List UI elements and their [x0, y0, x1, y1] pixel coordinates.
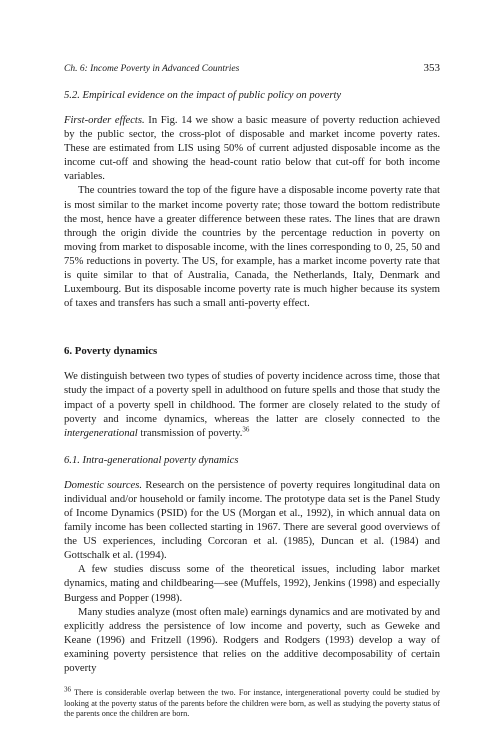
paragraph-first-order-effects	[64, 114, 440, 184]
paragraph-text: We distinguish between two types of studies of poverty incidence across time, those that study the impact of a poverty spell in adulthood on future spells and those that study the impact of a poverty spell in childhood. The former are closely related to the study of poverty and income dynamics, whereas the latter are closely connected to the	[64, 371, 440, 425]
paragraph-text: Research on the persistence of poverty requires longitudinal data on individual and/or household or family income. The prototype data set is the Panel Study of Income Dynamics (PSID) for the US (Morgan et al., 1992), in which annual data on family income has been collected starting in 1967. There are several good overviews of the US experiences, including Corcoran et al. (1985), Duncan et al. (1984) and Gottschalk et al. (1994).	[64, 479, 440, 562]
paragraph-countries: The countries toward the top of the figure have a disposable income poverty rate that is most similar to the market income poverty rate; those toward the bottom redistribute the most, hence have a greater difference between these rates. The lines that are drawn through the origin divide the countries by the percentage reduction in poverty on moving from market to disposable income, with the lines corresponding to 0, 25, 50 and 75% reductions in poverty. The US, for example, has a market income poverty rate that is quite similar to that of Australia, Canada, the Netherlands, Italy, Denmark and Luxembourg. But its disposable income poverty rate is much higher because its system of taxes and transfers has such a small anti-poverty effect.	[64, 185, 440, 310]
runin-heading: Domestic sources.	[64, 479, 143, 491]
chapter-title: Ch. 6: Income Poverty in Advanced Countries	[64, 64, 240, 74]
footnote	[64, 685, 440, 719]
paragraph-text: transmission of poverty.	[137, 427, 243, 439]
paragraph-earnings-dynamics: Many studies analyze (most often male) earnings dynamics and are motivated by and explicitly address the persistence of low income and poverty, such as Geweke and Keane (1996) and Fritzell (1996). Rodgers and Rodgers (1993) develop a way of examining poverty persistence that relies on the additive decomposability of certain poverty	[64, 606, 440, 674]
section-heading-6: 6. Poverty dynamics	[64, 345, 158, 358]
footnote-reference[interactable]: 36	[242, 425, 250, 434]
emphasis-text: intergenerational	[64, 427, 138, 439]
footnote-number: 36	[64, 685, 71, 694]
running-header	[64, 62, 440, 74]
footnote-text: There is considerable overlap between the two. For instance, intergenerational poverty could be studied by looking at the poverty status of the parents before the children were born, as well as studying the poverty status of the parents once the children are born.	[64, 688, 440, 718]
spacer	[64, 441, 440, 455]
subsection-heading-6-1: 6.1. Intra-generational poverty dynamics	[64, 454, 239, 466]
paragraph-text: In Fig. 14 we show a basic measure of poverty reduction achieved by the public sector, the cross-plot of disposable and market income poverty rates. These are estimated from LIS using 50% of current adjusted disposable income as the income cut-off and showing the head-count ratio below that cut-off for both income variables.	[64, 115, 440, 183]
page-number: 353	[423, 62, 440, 74]
book-page	[64, 62, 440, 719]
paragraph-domestic-sources	[64, 479, 440, 564]
paragraph-poverty-dynamics	[64, 370, 440, 440]
subsection-heading-5-2: 5.2. Empirical evidence on the impact of public policy on poverty	[64, 90, 342, 101]
runin-heading: First-order effects.	[64, 115, 145, 126]
paragraph-theoretical-issues: A few studies discuss some of the theoretical issues, including labor market dynamics, mating and childbearing—see (Muffels, 1992), Jenkins (1998) and especially Burgess and Popper (1998).	[64, 564, 440, 604]
